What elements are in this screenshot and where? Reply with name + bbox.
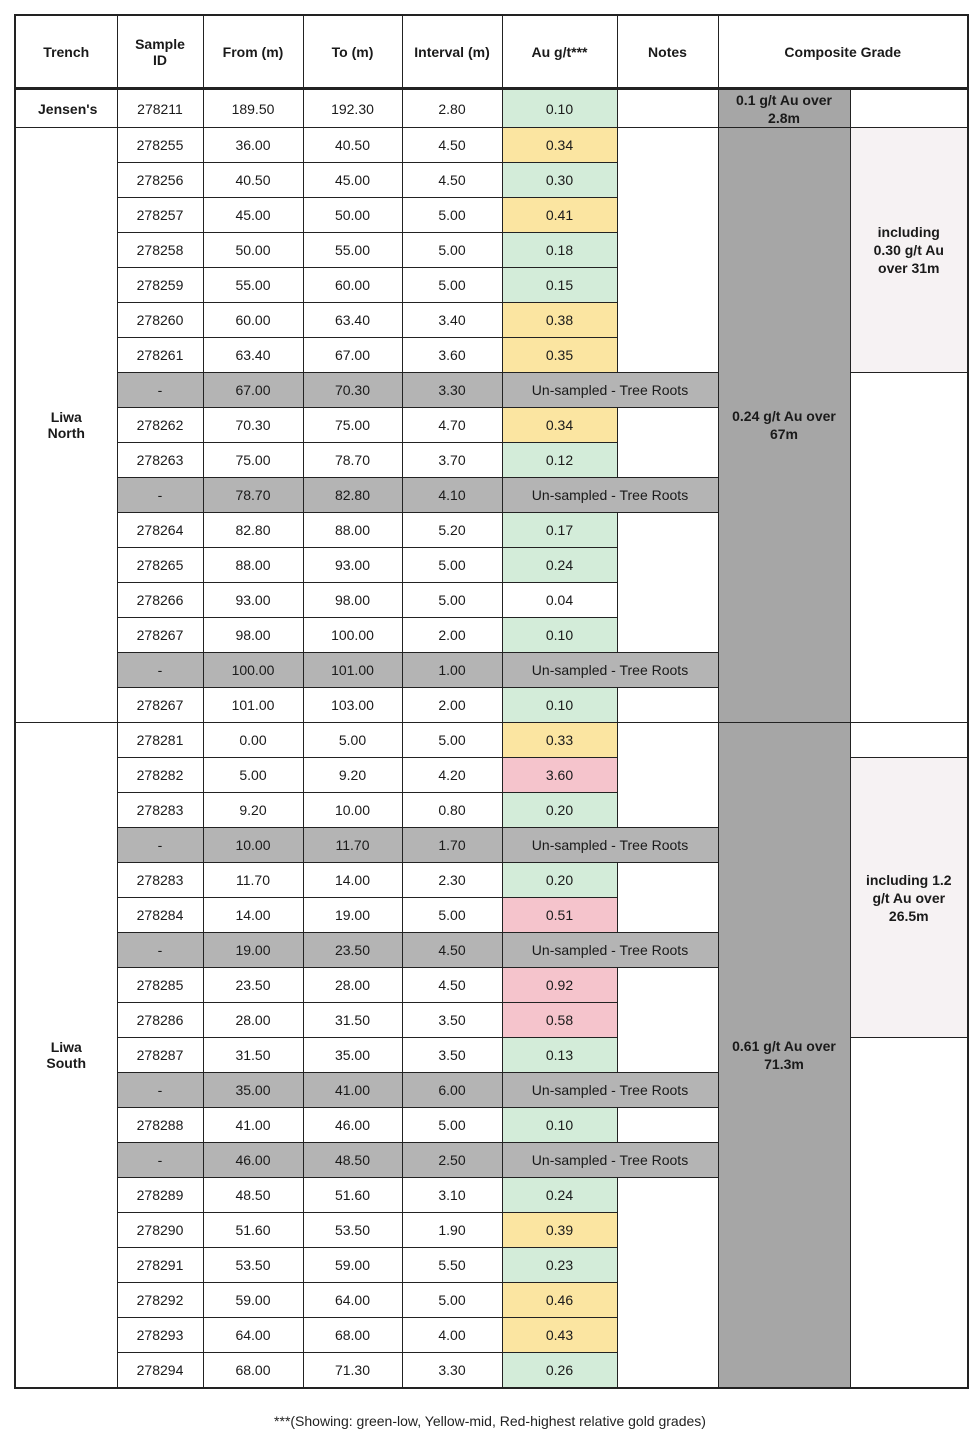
interval-cell: 3.50 [402,1003,502,1038]
unsampled-note-cell: Un-sampled - Tree Roots [502,1143,718,1178]
composite-grade-cell: 0.1 g/t Au over 2.8m [718,89,850,128]
sample-id-cell: - [117,373,203,408]
interval-cell: 2.00 [402,618,502,653]
au-grade-cell: 0.51 [502,898,617,933]
sample-id-cell: - [117,1143,203,1178]
notes-cell [617,1178,718,1389]
header-au: Au g/t*** [502,15,617,89]
to-cell: 14.00 [303,863,402,898]
to-cell: 67.00 [303,338,402,373]
from-cell: 101.00 [203,688,303,723]
composite-grade-cell: 0.61 g/t Au over 71.3m [718,723,850,1389]
interval-cell: 5.00 [402,198,502,233]
from-cell: 41.00 [203,1108,303,1143]
from-cell: 23.50 [203,968,303,1003]
from-cell: 75.00 [203,443,303,478]
to-cell: 103.00 [303,688,402,723]
interval-cell: 2.30 [402,863,502,898]
to-cell: 53.50 [303,1213,402,1248]
from-cell: 35.00 [203,1073,303,1108]
sample-id-cell: 278286 [117,1003,203,1038]
from-cell: 78.70 [203,478,303,513]
to-cell: 55.00 [303,233,402,268]
interval-cell: 4.50 [402,933,502,968]
notes-cell [617,408,718,478]
sample-id-cell: 278281 [117,723,203,758]
au-grade-cell: 0.20 [502,793,617,828]
sample-id-cell: 278290 [117,1213,203,1248]
from-cell: 36.00 [203,128,303,163]
to-cell: 51.60 [303,1178,402,1213]
notes-cell [617,968,718,1073]
from-cell: 46.00 [203,1143,303,1178]
from-cell: 63.40 [203,338,303,373]
interval-cell: 4.50 [402,163,502,198]
au-grade-cell: 0.04 [502,583,617,618]
notes-cell [617,513,718,653]
interval-cell: 5.50 [402,1248,502,1283]
au-grade-cell: 0.10 [502,89,617,128]
au-grade-cell: 0.46 [502,1283,617,1318]
interval-cell: 3.70 [402,443,502,478]
unsampled-note-cell: Un-sampled - Tree Roots [502,1073,718,1108]
header-trench: Trench [15,15,117,89]
to-cell: 98.00 [303,583,402,618]
trench-name-cell: Liwa South [15,723,117,1389]
sample-id-cell: 278255 [117,128,203,163]
interval-cell: 5.00 [402,268,502,303]
sample-id-cell: 278267 [117,618,203,653]
au-grade-cell: 3.60 [502,758,617,793]
notes-cell [617,863,718,933]
sample-id-cell: 278265 [117,548,203,583]
from-cell: 31.50 [203,1038,303,1073]
sample-id-cell: 278258 [117,233,203,268]
header-to: To (m) [303,15,402,89]
sample-id-cell: 278257 [117,198,203,233]
au-grade-cell: 0.18 [502,233,617,268]
from-cell: 59.00 [203,1283,303,1318]
to-cell: 70.30 [303,373,402,408]
to-cell: 100.00 [303,618,402,653]
sample-id-cell: 278284 [117,898,203,933]
from-cell: 48.50 [203,1178,303,1213]
sample-id-cell: 278267 [117,688,203,723]
to-cell: 41.00 [303,1073,402,1108]
to-cell: 71.30 [303,1353,402,1389]
sample-id-cell: 278260 [117,303,203,338]
au-grade-cell: 0.58 [502,1003,617,1038]
sample-id-cell: 278264 [117,513,203,548]
interval-cell: 2.00 [402,688,502,723]
sample-id-cell: 278211 [117,89,203,128]
header-composite-grade: Composite Grade [718,15,968,89]
from-cell: 53.50 [203,1248,303,1283]
to-cell: 63.40 [303,303,402,338]
table-row [15,128,968,163]
interval-cell: 5.00 [402,1283,502,1318]
interval-cell: 4.10 [402,478,502,513]
interval-cell: 4.70 [402,408,502,443]
from-cell: 67.00 [203,373,303,408]
to-cell: 11.70 [303,828,402,863]
unsampled-note-cell: Un-sampled - Tree Roots [502,828,718,863]
from-cell: 10.00 [203,828,303,863]
sample-id-cell: 278283 [117,863,203,898]
from-cell: 9.20 [203,793,303,828]
from-cell: 51.60 [203,1213,303,1248]
sample-id-cell: 278288 [117,1108,203,1143]
interval-cell: 3.30 [402,1353,502,1389]
to-cell: 50.00 [303,198,402,233]
au-grade-cell: 0.35 [502,338,617,373]
header-row [15,15,968,89]
from-cell: 68.00 [203,1353,303,1389]
notes-cell [617,1108,718,1143]
interval-cell: 5.00 [402,233,502,268]
including-grade-cell: including 0.30 g/t Au over 31m [850,128,968,373]
au-grade-cell: 0.41 [502,198,617,233]
interval-cell: 5.00 [402,723,502,758]
au-grade-cell: 0.92 [502,968,617,1003]
to-cell: 64.00 [303,1283,402,1318]
notes-cell [617,723,718,828]
unsampled-note-cell: Un-sampled - Tree Roots [502,933,718,968]
sample-id-cell: - [117,933,203,968]
from-cell: 28.00 [203,1003,303,1038]
from-cell: 0.00 [203,723,303,758]
sample-id-cell: 278261 [117,338,203,373]
interval-cell: 5.20 [402,513,502,548]
from-cell: 11.70 [203,863,303,898]
to-cell: 48.50 [303,1143,402,1178]
sample-id-cell: 278263 [117,443,203,478]
to-cell: 28.00 [303,968,402,1003]
table-body [15,89,968,1389]
au-grade-cell: 0.43 [502,1318,617,1353]
from-cell: 19.00 [203,933,303,968]
sample-id-cell: 278293 [117,1318,203,1353]
from-cell: 88.00 [203,548,303,583]
interval-cell: 5.00 [402,548,502,583]
interval-cell: 4.50 [402,968,502,1003]
header-notes: Notes [617,15,718,89]
sample-id-cell: 278266 [117,583,203,618]
to-cell: 93.00 [303,548,402,583]
interval-cell: 4.20 [402,758,502,793]
from-cell: 45.00 [203,198,303,233]
sample-id-cell: - [117,1073,203,1108]
header-from: From (m) [203,15,303,89]
grade-color-footnote: ***(Showing: green-low, Yellow-mid, Red-highest relative gold grades) [274,1413,706,1429]
sample-id-cell: 278259 [117,268,203,303]
to-cell: 45.00 [303,163,402,198]
interval-cell: 6.00 [402,1073,502,1108]
notes-cell [617,688,718,723]
sample-id-cell: 278291 [117,1248,203,1283]
to-cell: 35.00 [303,1038,402,1073]
from-cell: 189.50 [203,89,303,128]
unsampled-note-cell: Un-sampled - Tree Roots [502,373,718,408]
table-row [15,723,968,758]
sample-id-cell: - [117,828,203,863]
to-cell: 68.00 [303,1318,402,1353]
to-cell: 9.20 [303,758,402,793]
interval-cell: 4.50 [402,128,502,163]
interval-cell: 1.90 [402,1213,502,1248]
including-cell [850,89,968,128]
au-grade-cell: 0.34 [502,408,617,443]
from-cell: 64.00 [203,1318,303,1353]
composite-grade-cell: 0.24 g/t Au over 67m [718,128,850,723]
from-cell: 70.30 [203,408,303,443]
from-cell: 93.00 [203,583,303,618]
interval-cell: 5.00 [402,1108,502,1143]
notes-cell [617,128,718,373]
to-cell: 75.00 [303,408,402,443]
au-grade-cell: 0.20 [502,863,617,898]
from-cell: 14.00 [203,898,303,933]
header-interval: Interval (m) [402,15,502,89]
interval-cell: 2.80 [402,89,502,128]
from-cell: 55.00 [203,268,303,303]
sample-id-cell: 278292 [117,1283,203,1318]
to-cell: 23.50 [303,933,402,968]
interval-cell: 5.00 [402,583,502,618]
au-grade-cell: 0.10 [502,1108,617,1143]
header-sample-id: Sample ID [117,15,203,89]
au-grade-cell: 0.23 [502,1248,617,1283]
to-cell: 101.00 [303,653,402,688]
au-grade-cell: 0.24 [502,548,617,583]
interval-cell: 3.40 [402,303,502,338]
au-grade-cell: 0.24 [502,1178,617,1213]
to-cell: 82.80 [303,478,402,513]
au-grade-cell: 0.17 [502,513,617,548]
interval-cell: 3.30 [402,373,502,408]
sample-id-cell: 278294 [117,1353,203,1389]
assay-results-table [14,14,969,1389]
including-grade-cell: including 1.2 g/t Au over 26.5m [850,758,968,1038]
interval-cell: 1.70 [402,828,502,863]
to-cell: 78.70 [303,443,402,478]
to-cell: 88.00 [303,513,402,548]
sample-id-cell: 278256 [117,163,203,198]
au-grade-cell: 0.10 [502,688,617,723]
from-cell: 100.00 [203,653,303,688]
including-blank-cell [850,373,968,723]
from-cell: 60.00 [203,303,303,338]
table-row [15,89,968,128]
interval-cell: 1.00 [402,653,502,688]
interval-cell: 2.50 [402,1143,502,1178]
trench-name-cell: Jensen's [15,89,117,128]
from-cell: 82.80 [203,513,303,548]
notes-cell [617,89,718,128]
from-cell: 98.00 [203,618,303,653]
to-cell: 31.50 [303,1003,402,1038]
au-grade-cell: 0.15 [502,268,617,303]
to-cell: 5.00 [303,723,402,758]
interval-cell: 4.00 [402,1318,502,1353]
sample-id-cell: - [117,653,203,688]
trench-name-cell: Liwa North [15,128,117,723]
au-grade-cell: 0.34 [502,128,617,163]
interval-cell: 3.50 [402,1038,502,1073]
to-cell: 40.50 [303,128,402,163]
including-blank-cell [850,1038,968,1389]
unsampled-note-cell: Un-sampled - Tree Roots [502,478,718,513]
sample-id-cell: 278262 [117,408,203,443]
to-cell: 59.00 [303,1248,402,1283]
au-grade-cell: 0.38 [502,303,617,338]
to-cell: 60.00 [303,268,402,303]
au-grade-cell: 0.12 [502,443,617,478]
interval-cell: 3.60 [402,338,502,373]
au-grade-cell: 0.33 [502,723,617,758]
sample-id-cell: 278283 [117,793,203,828]
to-cell: 10.00 [303,793,402,828]
including-blank-cell [850,723,968,758]
to-cell: 192.30 [303,89,402,128]
unsampled-note-cell: Un-sampled - Tree Roots [502,653,718,688]
au-grade-cell: 0.30 [502,163,617,198]
sample-id-cell: - [117,478,203,513]
sample-id-cell: 278282 [117,758,203,793]
sample-id-cell: 278285 [117,968,203,1003]
from-cell: 40.50 [203,163,303,198]
au-grade-cell: 0.10 [502,618,617,653]
au-grade-cell: 0.39 [502,1213,617,1248]
from-cell: 5.00 [203,758,303,793]
interval-cell: 5.00 [402,898,502,933]
sample-id-cell: 278289 [117,1178,203,1213]
au-grade-cell: 0.13 [502,1038,617,1073]
to-cell: 46.00 [303,1108,402,1143]
sample-id-cell: 278287 [117,1038,203,1073]
to-cell: 19.00 [303,898,402,933]
au-grade-cell: 0.26 [502,1353,617,1389]
interval-cell: 3.10 [402,1178,502,1213]
from-cell: 50.00 [203,233,303,268]
interval-cell: 0.80 [402,793,502,828]
